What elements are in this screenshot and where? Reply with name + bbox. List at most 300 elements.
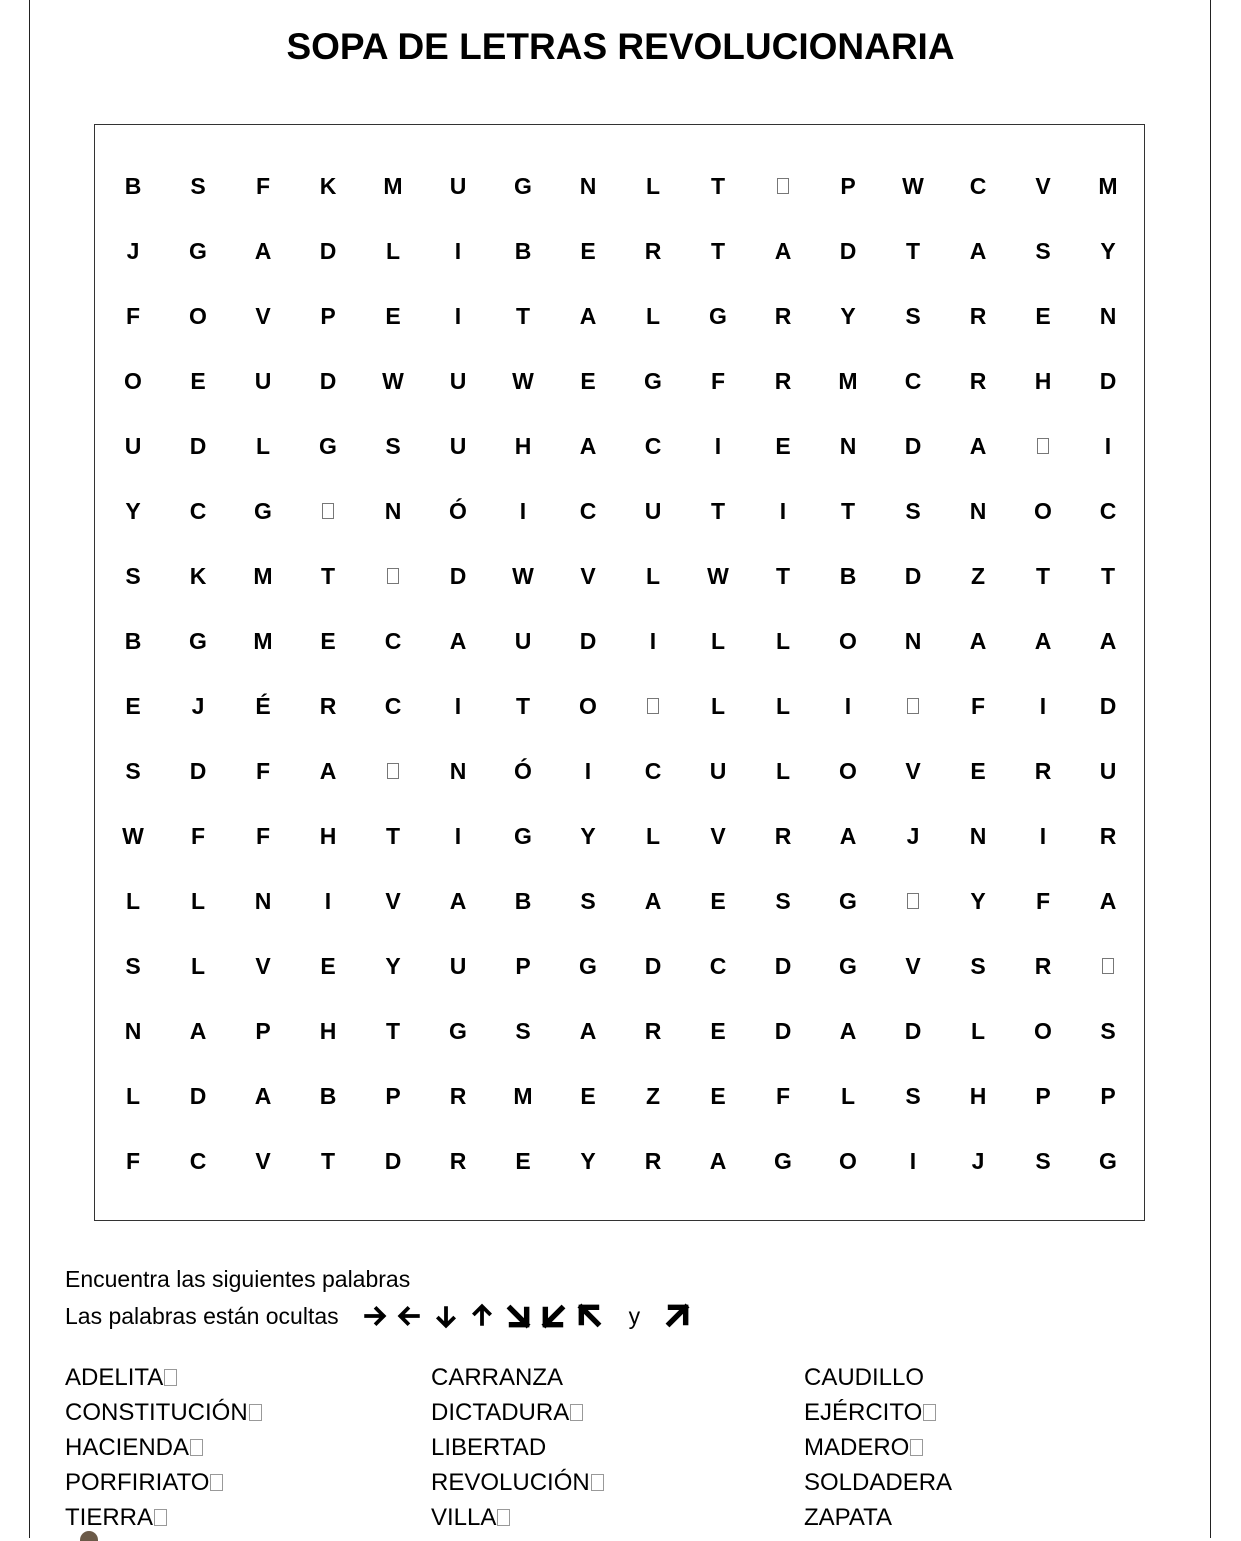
grid-cell: D xyxy=(904,562,922,589)
grid-cell: E xyxy=(710,1017,726,1044)
grid-cell: M xyxy=(838,367,858,394)
word-list-item xyxy=(804,1360,924,1395)
grid-cell: S xyxy=(970,952,986,979)
missing-glyph-box xyxy=(210,1474,223,1491)
grid-cell: G xyxy=(189,627,207,654)
word-text: HACIENDA xyxy=(65,1434,190,1461)
grid-cell: P xyxy=(385,1082,401,1109)
word-list-item xyxy=(804,1500,892,1535)
missing-glyph-box xyxy=(154,1509,167,1526)
grid-cell: C xyxy=(384,627,402,654)
word-text: REVOLUCIÓN xyxy=(431,1469,590,1496)
grid-cell: E xyxy=(775,432,791,459)
grid-cell: A xyxy=(449,887,467,914)
grid-cell: E xyxy=(580,1082,596,1109)
grid-cell: T xyxy=(710,172,726,199)
grid-cell: C xyxy=(189,497,207,524)
grid-cell: G xyxy=(254,497,272,524)
grid-cell: Ó xyxy=(449,497,467,524)
grid-cell: B xyxy=(124,172,142,199)
missing-glyph-box xyxy=(249,1404,262,1421)
up-left-arrow-icon xyxy=(575,1302,605,1330)
grid-cell: I xyxy=(1039,692,1047,719)
grid-cell: D xyxy=(189,1082,207,1109)
grid-cell: D xyxy=(904,1017,922,1044)
grid-cell: A xyxy=(969,432,987,459)
grid-cell: T xyxy=(320,1147,336,1174)
grid-cell: H xyxy=(514,432,532,459)
word-list-item xyxy=(431,1360,563,1395)
grid-cell: D xyxy=(319,367,337,394)
grid-cell: F xyxy=(255,822,271,849)
grid-cell: I xyxy=(714,432,722,459)
grid-cell: A xyxy=(449,627,467,654)
grid-cell: T xyxy=(1100,562,1116,589)
grid-cell: E xyxy=(710,887,726,914)
grid-cell: L xyxy=(645,302,661,329)
grid-cell: C xyxy=(709,952,727,979)
grid-cell: E xyxy=(515,1147,531,1174)
grid-cell: L xyxy=(255,432,271,459)
grid-cell: L xyxy=(125,1082,141,1109)
grid-cell: C xyxy=(904,367,922,394)
grid-cell: C xyxy=(1099,497,1117,524)
grid-cell: Y xyxy=(840,302,856,329)
grid-cell: Y xyxy=(970,887,986,914)
grid-cell: G xyxy=(839,952,857,979)
word-list-item xyxy=(65,1465,223,1500)
grid-cell: C xyxy=(644,432,662,459)
missing-glyph-box xyxy=(164,1369,177,1386)
page-border-left xyxy=(29,0,30,1538)
grid-cell: L xyxy=(645,562,661,589)
missing-glyph-box xyxy=(497,1509,510,1526)
down-left-arrow-icon xyxy=(539,1302,569,1330)
grid-cell: J xyxy=(191,692,205,719)
grid-cell: I xyxy=(454,822,462,849)
grid-cell: B xyxy=(839,562,857,589)
grid-cell: G xyxy=(1099,1147,1117,1174)
grid-cell: E xyxy=(320,627,336,654)
grid-cell: G xyxy=(514,822,532,849)
grid-cell: A xyxy=(1099,887,1117,914)
grid-cell: N xyxy=(1099,302,1117,329)
grid-cell: A xyxy=(254,1082,272,1109)
grid-cell: L xyxy=(840,1082,856,1109)
word-text: MADERO xyxy=(804,1434,910,1461)
grid-cell: G xyxy=(709,302,727,329)
grid-cell: L xyxy=(970,1017,986,1044)
grid-cell: I xyxy=(454,692,462,719)
word-list-item xyxy=(804,1465,952,1500)
instructions-line-1: Encuentra las siguientes palabras xyxy=(65,1266,411,1292)
missing-glyph-box xyxy=(923,1404,936,1421)
grid-cell: W xyxy=(512,562,534,589)
grid-cell: T xyxy=(710,237,726,264)
grid-cell: E xyxy=(1035,302,1051,329)
direction-arrows xyxy=(359,1302,699,1330)
grid-cell: T xyxy=(710,497,726,524)
grid-cell: A xyxy=(254,237,272,264)
grid-cell: R xyxy=(969,302,987,329)
grid-cell: S xyxy=(385,432,401,459)
grid-cell: R xyxy=(1034,952,1052,979)
grid-cell: C xyxy=(644,757,662,784)
grid-cell: H xyxy=(319,822,337,849)
grid-cell: I xyxy=(1039,822,1047,849)
grid-cell: R xyxy=(644,237,662,264)
grid-cell: J xyxy=(906,822,920,849)
instructions-line-2-text: Las palabras están ocultas xyxy=(65,1302,339,1329)
word-list-item xyxy=(804,1430,923,1465)
grid-cell: R xyxy=(1099,822,1117,849)
grid-cell: R xyxy=(774,302,792,329)
grid-cell: N xyxy=(969,497,987,524)
grid-cell: V xyxy=(385,887,401,914)
missing-glyph-box xyxy=(591,1474,604,1491)
grid-cell: R xyxy=(449,1147,467,1174)
grid-cell: O xyxy=(579,692,597,719)
grid-cell: E xyxy=(710,1082,726,1109)
grid-cell: W xyxy=(382,367,404,394)
grid-cell: D xyxy=(774,952,792,979)
grid-cell: O xyxy=(124,367,142,394)
grid-cell: W xyxy=(902,172,924,199)
grid-cell: R xyxy=(774,822,792,849)
grid-cell: P xyxy=(1100,1082,1116,1109)
grid-cell: M xyxy=(513,1082,533,1109)
grid-cell: S xyxy=(905,497,921,524)
grid-cell: S xyxy=(775,887,791,914)
grid-cell: A xyxy=(579,432,597,459)
word-list-item xyxy=(431,1430,546,1465)
grid-cell: S xyxy=(1035,1147,1051,1174)
grid-cell: F xyxy=(255,172,271,199)
grid-cell: A xyxy=(709,1147,727,1174)
grid-cell: J xyxy=(126,237,140,264)
grid-cell: Y xyxy=(580,822,596,849)
word-text: CAUDILLO xyxy=(804,1364,925,1391)
word-text: TIERRA xyxy=(65,1504,154,1531)
grid-cell: N xyxy=(579,172,597,199)
grid-cell: M xyxy=(383,172,403,199)
grid-cell: F xyxy=(710,367,726,394)
grid-cell: B xyxy=(319,1082,337,1109)
grid-cell: I xyxy=(649,627,657,654)
grid-cell: R xyxy=(449,1082,467,1109)
word-text: EJÉRCITO xyxy=(804,1399,923,1426)
grid-cell: P xyxy=(1035,1082,1051,1109)
grid-cell: P xyxy=(515,952,531,979)
grid-cell-missing-glyph xyxy=(308,491,348,531)
word-text: SOLDADERA xyxy=(804,1469,953,1496)
grid-cell: Y xyxy=(580,1147,596,1174)
grid-cell: I xyxy=(844,692,852,719)
grid-cell-missing-glyph xyxy=(763,166,803,206)
grid-cell: E xyxy=(970,757,986,784)
grid-cell: V xyxy=(905,952,921,979)
connector-text: y xyxy=(628,1302,641,1329)
grid-cell: L xyxy=(385,237,401,264)
grid-cell: O xyxy=(1034,497,1052,524)
grid-cell: V xyxy=(710,822,726,849)
grid-cell: A xyxy=(644,887,662,914)
grid-cell: V xyxy=(905,757,921,784)
grid-cell: Y xyxy=(1100,237,1116,264)
word-list-item xyxy=(431,1500,510,1535)
grid-cell: V xyxy=(580,562,596,589)
grid-cell: D xyxy=(644,952,662,979)
grid-cell: I xyxy=(324,887,332,914)
grid-cell: N xyxy=(904,627,922,654)
grid-cell: E xyxy=(580,367,596,394)
grid-cell-missing-glyph xyxy=(1088,946,1128,986)
grid-cell-missing-glyph xyxy=(373,556,413,596)
grid-cell: H xyxy=(319,1017,337,1044)
grid-cell: U xyxy=(124,432,142,459)
grid-cell: T xyxy=(905,237,921,264)
grid-cell: U xyxy=(1099,757,1117,784)
grid-cell: N xyxy=(254,887,272,914)
grid-cell: U xyxy=(449,952,467,979)
grid-cell: T xyxy=(320,562,336,589)
grid-cell: O xyxy=(189,302,207,329)
grid-cell: L xyxy=(645,822,661,849)
grid-cell: R xyxy=(319,692,337,719)
grid-cell: M xyxy=(253,562,273,589)
grid-cell: R xyxy=(969,367,987,394)
grid-cell: R xyxy=(644,1147,662,1174)
grid-cell: T xyxy=(840,497,856,524)
word-list-item xyxy=(65,1500,167,1535)
grid-cell: B xyxy=(514,237,532,264)
grid-cell: A xyxy=(1034,627,1052,654)
grid-cell: P xyxy=(320,302,336,329)
grid-cell: L xyxy=(775,692,791,719)
grid-cell: A xyxy=(579,1017,597,1044)
grid-cell: S xyxy=(905,1082,921,1109)
grid-cell: F xyxy=(190,822,206,849)
missing-glyph-box xyxy=(570,1404,583,1421)
grid-cell: G xyxy=(449,1017,467,1044)
grid-cell-missing-glyph xyxy=(373,751,413,791)
grid-cell: D xyxy=(1099,692,1117,719)
grid-cell: E xyxy=(190,367,206,394)
grid-cell: G xyxy=(839,887,857,914)
grid-cell: W xyxy=(122,822,144,849)
grid-cell: D xyxy=(319,237,337,264)
grid-cell: R xyxy=(644,1017,662,1044)
grid-cell: H xyxy=(1034,367,1052,394)
grid-cell: T xyxy=(775,562,791,589)
grid-cell: E xyxy=(320,952,336,979)
grid-cell: E xyxy=(385,302,401,329)
grid-cell: G xyxy=(579,952,597,979)
grid-cell: U xyxy=(709,757,727,784)
grid-cell: C xyxy=(384,692,402,719)
grid-cell: L xyxy=(710,627,726,654)
word-text: LIBERTAD xyxy=(431,1434,547,1461)
grid-cell: K xyxy=(319,172,337,199)
grid-cell: I xyxy=(454,302,462,329)
grid-cell: S xyxy=(125,757,141,784)
missing-glyph-box xyxy=(910,1439,923,1456)
grid-cell: T xyxy=(515,692,531,719)
grid-cell: P xyxy=(255,1017,271,1044)
grid-cell: M xyxy=(1098,172,1118,199)
grid-cell: S xyxy=(190,172,206,199)
word-list-item xyxy=(804,1395,936,1430)
up-right-arrow-icon xyxy=(662,1302,692,1330)
grid-cell: A xyxy=(1099,627,1117,654)
grid-cell: U xyxy=(449,172,467,199)
grid-cell: F xyxy=(125,1147,141,1174)
grid-cell: V xyxy=(255,1147,271,1174)
grid-cell: D xyxy=(384,1147,402,1174)
grid-cell: S xyxy=(515,1017,531,1044)
grid-cell: U xyxy=(254,367,272,394)
up-arrow-icon xyxy=(467,1302,497,1330)
grid-cell: S xyxy=(125,562,141,589)
grid-cell: B xyxy=(124,627,142,654)
grid-cell: D xyxy=(449,562,467,589)
word-list-item xyxy=(431,1465,604,1500)
grid-cell: É xyxy=(255,692,271,719)
grid-cell: U xyxy=(449,367,467,394)
grid-cell: V xyxy=(1035,172,1051,199)
grid-cell: A xyxy=(774,237,792,264)
grid-cell: Z xyxy=(970,562,986,589)
grid-cell: U xyxy=(514,627,532,654)
grid-cell: D xyxy=(904,432,922,459)
grid-cell: A xyxy=(189,1017,207,1044)
word-list-item xyxy=(431,1395,583,1430)
grid-cell-missing-glyph xyxy=(893,686,933,726)
word-text: CONSTITUCIÓN xyxy=(65,1399,248,1426)
grid-cell: O xyxy=(839,1147,857,1174)
grid-cell: U xyxy=(449,432,467,459)
grid-cell: I xyxy=(519,497,527,524)
grid-cell: A xyxy=(969,627,987,654)
grid-cell: V xyxy=(255,302,271,329)
grid-cell: L xyxy=(710,692,726,719)
grid-cell: D xyxy=(189,757,207,784)
grid-cell-missing-glyph xyxy=(893,881,933,921)
right-arrow-icon xyxy=(359,1302,389,1330)
grid-cell: L xyxy=(190,887,206,914)
grid-cell: H xyxy=(969,1082,987,1109)
left-arrow-icon xyxy=(395,1302,425,1330)
grid-cell: N xyxy=(969,822,987,849)
grid-cell: D xyxy=(839,237,857,264)
grid-cell-missing-glyph xyxy=(1023,426,1063,466)
grid-cell: D xyxy=(579,627,597,654)
grid-cell: N xyxy=(124,1017,142,1044)
word-list-item xyxy=(65,1395,262,1430)
grid-cell: C xyxy=(189,1147,207,1174)
page-title: SOPA DE LETRAS REVOLUCIONARIA xyxy=(286,26,955,67)
grid-cell: D xyxy=(189,432,207,459)
grid-cell: F xyxy=(1035,887,1051,914)
grid-cell: O xyxy=(1034,1017,1052,1044)
grid-cell: I xyxy=(909,1147,917,1174)
grid-cell: I xyxy=(1104,432,1112,459)
grid-cell: O xyxy=(839,757,857,784)
grid-cell: E xyxy=(580,237,596,264)
grid-cell: F xyxy=(970,692,986,719)
missing-glyph-box xyxy=(190,1439,203,1456)
grid-cell: B xyxy=(514,887,532,914)
grid-cell: L xyxy=(775,627,791,654)
grid-cell: P xyxy=(840,172,856,199)
grid-cell: G xyxy=(189,237,207,264)
grid-cell: S xyxy=(580,887,596,914)
grid-cell: A xyxy=(319,757,337,784)
down-arrow-icon xyxy=(431,1302,461,1330)
grid-cell: L xyxy=(190,952,206,979)
grid-cell: N xyxy=(839,432,857,459)
grid-cell: F xyxy=(125,302,141,329)
grid-cell: V xyxy=(255,952,271,979)
grid-cell: T xyxy=(515,302,531,329)
down-right-arrow-icon xyxy=(503,1302,533,1330)
word-text: ADELITA xyxy=(65,1364,164,1391)
word-list-item xyxy=(65,1430,203,1465)
grid-cell: S xyxy=(1100,1017,1116,1044)
word-search-grid xyxy=(94,124,1145,1221)
word-text: CARRANZA xyxy=(431,1364,564,1391)
grid-cell: Y xyxy=(125,497,141,524)
grid-cell: T xyxy=(1035,562,1051,589)
grid-cell: G xyxy=(514,172,532,199)
grid-cell: J xyxy=(971,1147,985,1174)
grid-cell: A xyxy=(839,1017,857,1044)
grid-cell: Z xyxy=(645,1082,661,1109)
grid-cell: G xyxy=(644,367,662,394)
grid-cell: T xyxy=(385,1017,401,1044)
grid-cell: W xyxy=(512,367,534,394)
word-text: DICTADURA xyxy=(431,1399,570,1426)
grid-cell: M xyxy=(253,627,273,654)
grid-cell: I xyxy=(584,757,592,784)
word-text: PORFIRIATO xyxy=(65,1469,210,1496)
page-border-right xyxy=(1210,0,1211,1538)
grid-cell: C xyxy=(579,497,597,524)
grid-cell: A xyxy=(969,237,987,264)
grid-cell: D xyxy=(1099,367,1117,394)
grid-cell: L xyxy=(125,887,141,914)
grid-cell: C xyxy=(969,172,987,199)
grid-cell: K xyxy=(189,562,207,589)
grid-cell: L xyxy=(645,172,661,199)
grid-cell: S xyxy=(1035,237,1051,264)
grid-cell: G xyxy=(319,432,337,459)
word-list-item xyxy=(65,1360,177,1395)
grid-cell: I xyxy=(454,237,462,264)
grid-cell: W xyxy=(707,562,729,589)
grid-cell: I xyxy=(779,497,787,524)
grid-cell: F xyxy=(255,757,271,784)
instructions-line-2 xyxy=(65,1302,698,1330)
grid-cell: G xyxy=(774,1147,792,1174)
grid-cell: N xyxy=(449,757,467,784)
grid-cell: R xyxy=(1034,757,1052,784)
grid-cell: R xyxy=(774,367,792,394)
word-text: VILLA xyxy=(431,1504,497,1531)
word-text: ZAPATA xyxy=(804,1504,893,1531)
grid-cell: S xyxy=(125,952,141,979)
grid-cell: U xyxy=(644,497,662,524)
